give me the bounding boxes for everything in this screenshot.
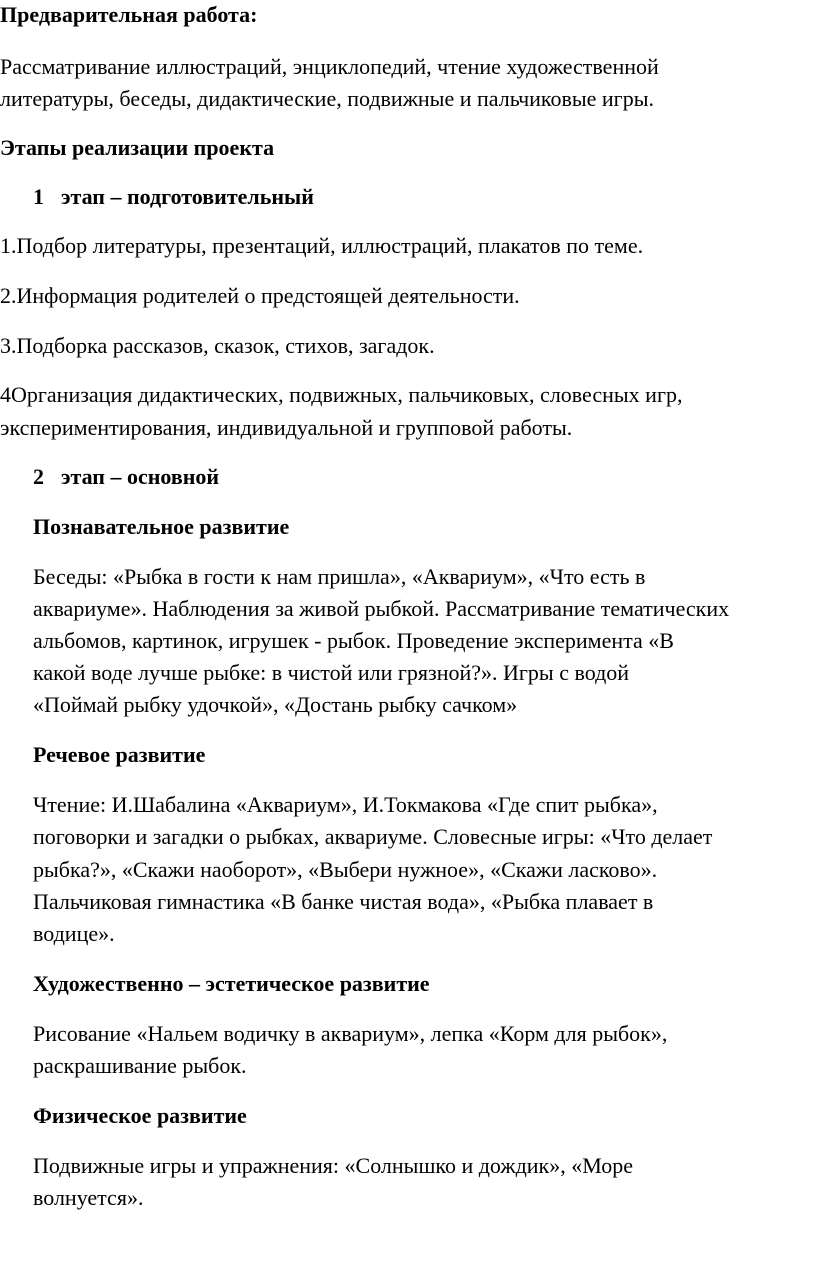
speech-heading: Речевое развитие bbox=[33, 742, 206, 767]
physical-heading: Физическое развитие bbox=[33, 1103, 247, 1128]
prework-text-line-2: литературы, беседы, дидактические, подвижные и пальчиковые игры. bbox=[0, 86, 654, 111]
speech-line-1: Чтение: И.Шабалина «Аквариум», И.Токмакова «Где спит рыбка», bbox=[33, 792, 658, 817]
cognitive-line-5: «Поймай рыбку удочкой», «Достань рыбку сачком» bbox=[33, 692, 518, 717]
stage-1-item-4-line-2: экспериментирования, индивидуальной и групповой работы. bbox=[0, 415, 573, 440]
cognitive-line-3: альбомов, картинок, игрушек - рыбок. Проведение эксперимента «В bbox=[33, 628, 674, 653]
prework-text-line-1: Рассматривание иллюстраций, энциклопедий, чтение художественной bbox=[0, 54, 659, 79]
stages-heading: Этапы реализации проекта bbox=[0, 135, 275, 160]
physical-line-1: Подвижные игры и упражнения: «Солнышко и дождик», «Море bbox=[33, 1153, 634, 1178]
stage-2-number: 2 bbox=[33, 464, 44, 489]
stage-2-heading bbox=[33, 462, 219, 492]
stage-1-item-2: 2.Информация родителей о предстоящей деятельности. bbox=[0, 283, 520, 308]
stage-1-title: этап – подготовительный bbox=[61, 184, 314, 209]
stage-1-item-3: 3.Подборка рассказов, сказок, стихов, загадок. bbox=[0, 333, 435, 358]
speech-line-3: рыбка?», «Скажи наоборот», «Выбери нужное», «Скажи ласково». bbox=[33, 857, 658, 882]
speech-line-2: поговорки и загадки о рыбках, аквариуме. Словесные игры: «Что делает bbox=[33, 824, 713, 849]
speech-line-5: водице». bbox=[33, 921, 115, 946]
artistic-line-2: раскрашивание рыбок. bbox=[33, 1053, 247, 1078]
stage-1-item-4-line-1: 4Организация дидактических, подвижных, пальчиковых, словесных игр, bbox=[0, 382, 683, 407]
cognitive-line-2: аквариуме». Наблюдения за живой рыбкой. Рассматривание тематических bbox=[33, 596, 730, 621]
prework-heading: Предварительная работа: bbox=[0, 2, 258, 27]
cognitive-line-4: какой воде лучше рыбке: в чистой или грязной?». Игры с водой bbox=[33, 660, 630, 685]
physical-line-2: волнуется». bbox=[33, 1185, 144, 1210]
speech-line-4: Пальчиковая гимнастика «В банке чистая вода», «Рыбка плавает в bbox=[33, 889, 654, 914]
stage-1-heading bbox=[33, 182, 314, 212]
cognitive-line-1: Беседы: «Рыбка в гости к нам пришла», «Аквариум», «Что есть в bbox=[33, 564, 646, 589]
artistic-heading: Художественно – эстетическое развитие bbox=[33, 971, 430, 996]
stage-1-number: 1 bbox=[33, 184, 44, 209]
stage-2-title: этап – основной bbox=[61, 464, 220, 489]
artistic-line-1: Рисование «Нальем водичку в аквариум», лепка «Корм для рыбок», bbox=[33, 1021, 668, 1046]
cognitive-heading: Познавательное развитие bbox=[33, 514, 290, 539]
stage-1-item-1: 1.Подбор литературы, презентаций, иллюстраций, плакатов по теме. bbox=[0, 233, 644, 258]
